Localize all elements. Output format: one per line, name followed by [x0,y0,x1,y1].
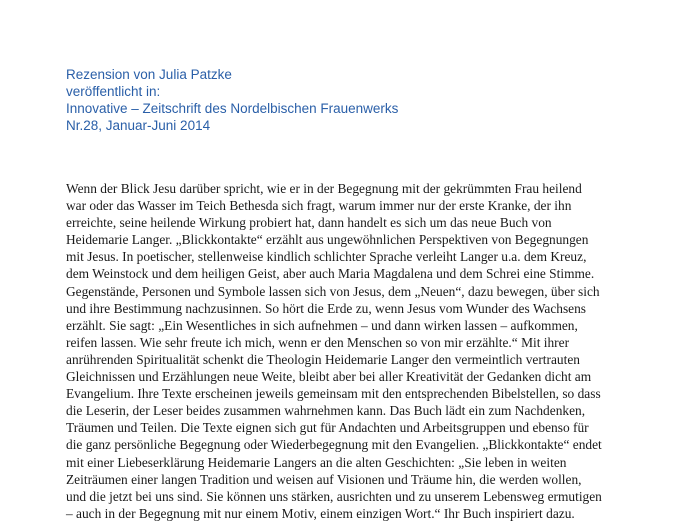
header-line-journal: Innovative – Zeitschrift des Nordelbischen Frauenwerks [66,101,399,116]
body-line: Zeiträumen einer langen Tradition und weisen auf Visionen und Träume hin, die werden wollen, [66,471,582,487]
body-line: Heidemarie Langer. „Blickkontakte“ erzählt aus ungewöhnlichen Perspektiven von Begegnungen [66,232,589,248]
body-line: Gleichnissen und Erzählungen neue Weite, bleibt aber bei aller Kreativität der Gedanken dicht am [66,369,592,385]
body-line: Träumen und Teilen. Die Texte eignen sich gut für Andachten und Arbeitsgruppen und ebenso für [66,420,589,436]
body-line: Gegenstände, Personen und Symbole lassen sich von Jesus, dem „Neuen“, dazu bewegen, über sich [66,283,600,299]
body-line: erzählt. Sie sagt: „Ein Wesentliches in sich aufnehmen – und dann wirken lassen – aufkommen, [66,317,578,333]
publication-header [66,66,398,134]
header-line-issue: Nr.28, Januar-Juni 2014 [66,118,211,133]
body-line: mit einer Liebeserklärung Heidemarie Langers an die alten Geschichten: „Sie leben in weiten [66,454,567,470]
body-line: und die jetzt bei uns sind. Sie können uns stärken, ausrichten und zu unserem Lebensweg ermutigen [66,488,602,504]
body-line: anrührenden Spiritualität schenkt die Theologin Heidemarie Langer den vermeintlich vertrauten [66,351,580,367]
body-line: – auch in der Begegnung mit nur einem Motiv, einem einzigen Wort.“ Ihr Buch inspiriert dazu. [66,505,575,521]
body-line: mit Jesus. In poetischer, stellenweise kindlich schlichter Sprache verleiht Langer u.a. dem Kreuz, [66,249,587,265]
body-line: war oder das Wasser im Teich Bethesda sich fragt, warum immer nur der erste Kranke, der ihn [66,198,572,214]
body-line: Wenn der Blick Jesu darüber spricht, wie er in der Begegnung mit der gekrümmten Frau heilend [66,181,582,196]
review-body [66,180,626,522]
body-line: reifen lassen. Wie sehr freute ich mich, wenn er den Menschen so von mir erzählte.“ Mit ihrer [66,334,570,350]
body-line: die Leserin, der Leser beides zusammen wahrnehmen kann. Das Buch lädt ein zum Nachdenken, [66,403,586,419]
body-line: erreichte, seine heilende Wirkung probiert hat, dann handelt es sich um das neue Buch von [66,215,552,231]
header-line-published-in: veröffentlicht in: [66,84,161,99]
body-line: Evangelium. Ihre Texte erscheinen jeweils gemeinsam mit den entsprechenden Bibelstellen, so dass [66,386,601,402]
body-line: dem Weinstock und dem heiligen Geist, aber auch Maria Magdalena und dem Schrei eine Stimme. [66,266,595,282]
header-line-reviewer: Rezension von Julia Patzke [66,67,232,82]
body-line: und ihre Bestimmung nachzusinnen. So hört die Erde zu, wenn Jesus vom Wunder des Wachsens [66,300,587,316]
body-line: die ganz persönliche Begegnung oder Wiederbegegnung mit den Evangelien. „Blickkontakte“ endet [66,437,602,453]
